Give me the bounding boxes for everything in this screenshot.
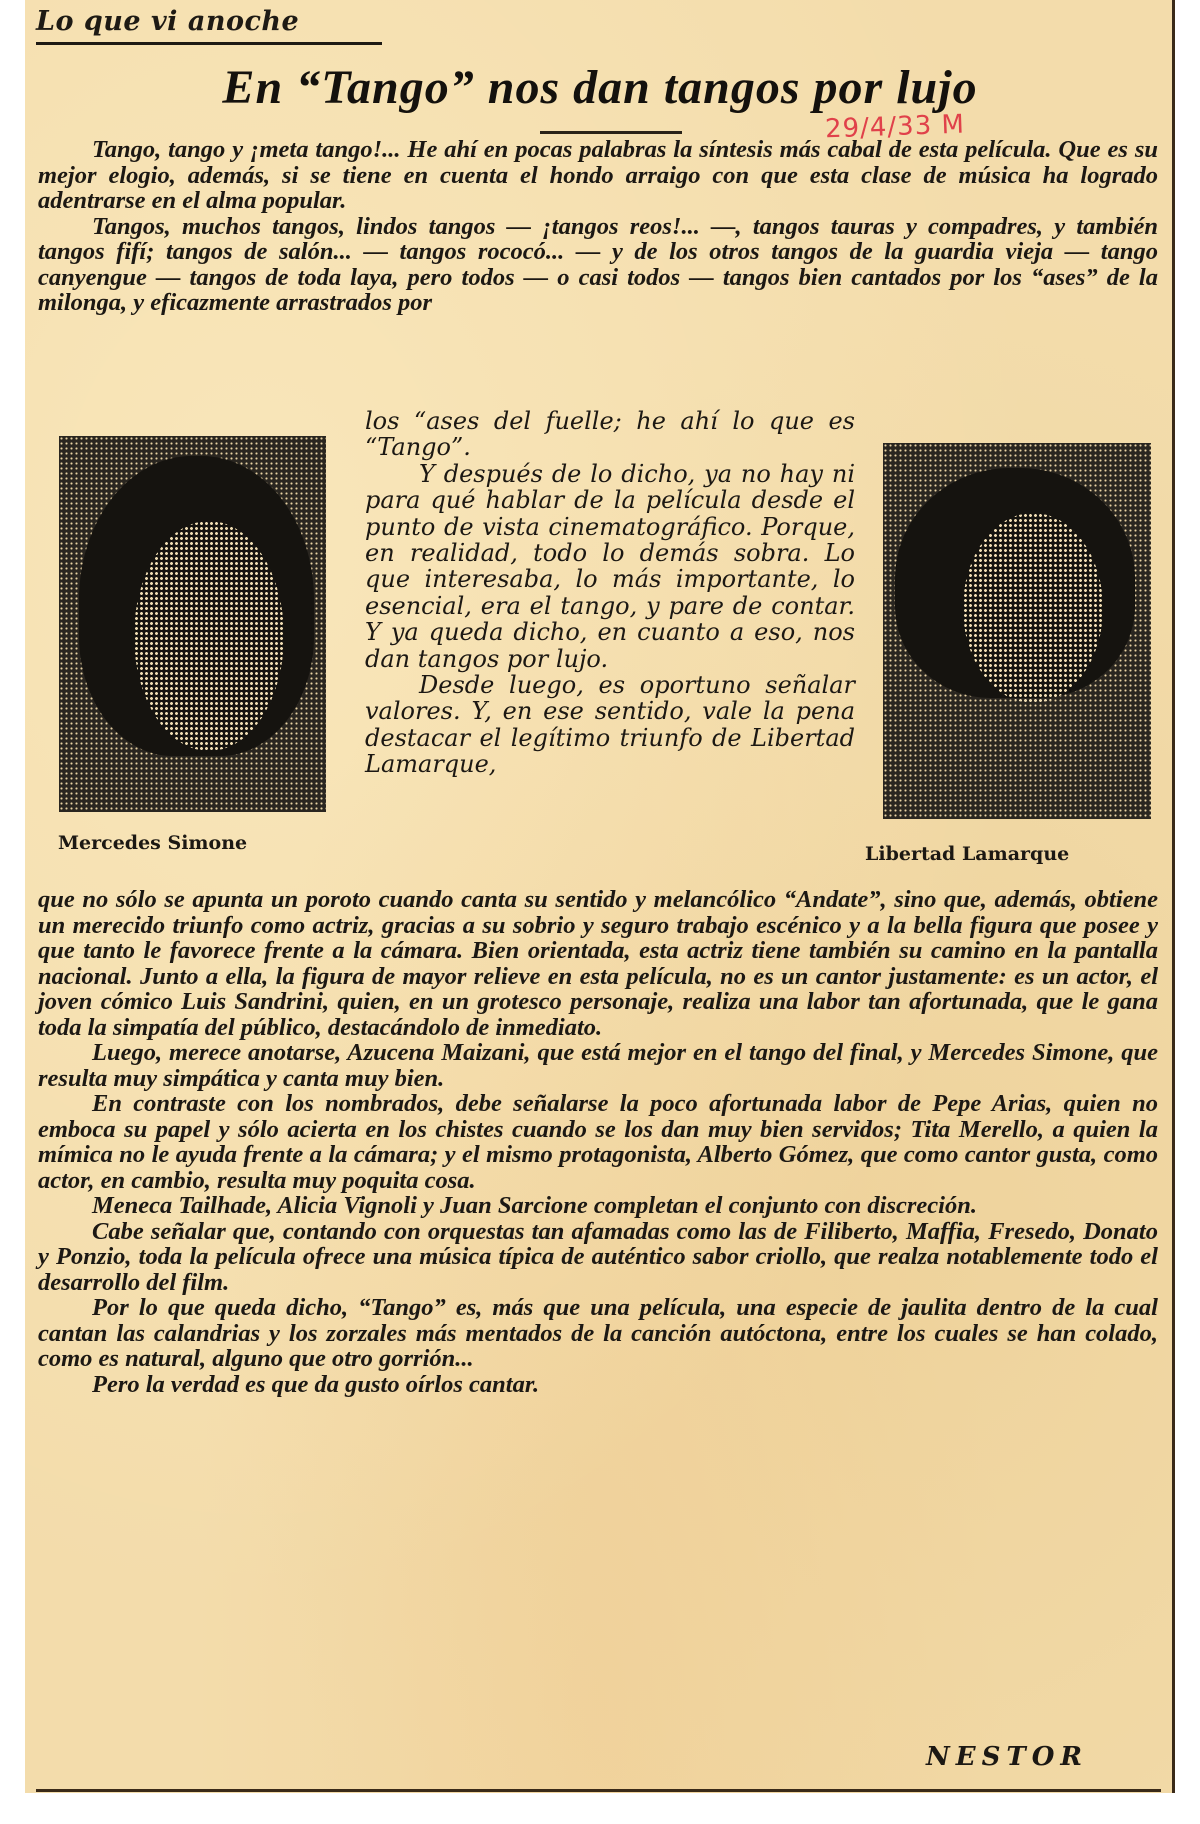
photo-caption-right: Libertad Lamarque	[865, 843, 1070, 865]
article-paragraph: Luego, merece anotarse, Azucena Maizani, que está mejor en el tango del final, y Mercedes Simone, que resulta muy simpática y canta muy bien.	[38, 1039, 1158, 1092]
article-body	[38, 887, 1158, 1397]
article-paragraph: Desde luego, es oportuno señalar valores. Y, en ese sentido, vale la pena destacar el legítimo triunfo de Libertad Lamarque,	[365, 671, 855, 779]
section-label: Lo que vi anoche	[36, 6, 300, 37]
article-paragraph: Por lo que queda dicho, “Tango” es, más que una película, una especie de jaulita dentro de la cual cantan las calandrias y los zorzales más mentados de la canción autóctona, entre los cuales se han colado, como es natural, alguno que otro gorrión...	[38, 1294, 1158, 1372]
article-paragraph: Tangos, muchos tangos, lindos tangos — ¡tangos reos!... —, tangos tauras y compadres, y también tangos fifí; tangos de salón... — tangos rococó... — y de los otros tangos de la guardia vieja — tango canyengue — tangos de toda laya, pero todos — o casi todos — tangos bien cantados por los “ases” de la milonga, y eficazmente arrastrados por	[38, 212, 1158, 316]
photo-mercedes-simone	[59, 436, 326, 812]
portrait-face-shape	[134, 521, 284, 751]
headline-divider	[540, 131, 682, 134]
section-label-underline	[36, 42, 382, 45]
article-middle-column	[365, 408, 855, 778]
article-intro	[38, 137, 1158, 316]
article-paragraph: En contraste con los nombrados, debe señalarse la poco afortunada labor de Pepe Arias, quien no emboca su papel y sólo acierta en los chistes cuando se los dan muy bien servidos; Tita Merello, a quien la mímica no le ayuda frente a la cámara; y el mismo protagonista, Alberto Gómez, que como cantor gusta, como actor, en cambio, resulta muy poquita cosa.	[38, 1090, 1158, 1194]
author-signature: NESTOR	[926, 1742, 1088, 1772]
portrait-face-shape	[963, 513, 1103, 703]
article-paragraph: Pero la verdad es que da gusto oírlos cantar.	[92, 1370, 540, 1398]
handwritten-date-annotation: 29/4/33 M	[824, 109, 966, 145]
article-paragraph: Y después de lo dicho, ya no hay ni para qué hablar de la película desde el punto de vista cinematográfico. Porque, en realidad, todo lo demás sobra. Lo que interesaba, lo más importante, lo esencial, era el tango, y pare de contar. Y ya queda dicho, en cuanto a eso, nos dan tangos por lujo.	[365, 459, 855, 673]
article-paragraph: que no sólo se apunta un poroto cuando canta su sentido y melancólico “Andate”, sino que, además, obtiene un merecido triunfo como actriz, gracias a su sobrio y seguro trabajo escénico y a la bella figura que posee y que tanto le favorece frente a la cámara. Bien orientada, esta actriz tiene también su camino en la pantalla nacional. Junto a ella, la figura de mayor relieve en esta película, no es un cantor justamente: es un actor, el joven cómico Luis Sandrini, quien, en un grotesco personaje, realiza una labor tan afortunada, que le gana toda la simpatía del público, destacándolo de inmediato.	[38, 886, 1158, 1041]
headline: En “Tango” nos dan tangos por lujo	[222, 61, 978, 114]
photo-caption-left: Mercedes Simone	[58, 832, 248, 854]
article-paragraph: Cabe señalar que, contando con orquestas tan afamadas como las de Filiberto, Maffia, Fresedo, Donato y Ponzio, toda la película ofrece una música típica de auténtico sabor criollo, que realza notablemente todo el desarrollo del film.	[38, 1217, 1158, 1296]
bottom-border-rule	[36, 1789, 1161, 1792]
article-paragraph: Meneca Tailhade, Alicia Vignoli y Juan Sarcione completan el conjunto con discreción.	[92, 1192, 977, 1219]
article-paragraph: Tango, tango y ¡meta tango!... He ahí en pocas palabras la síntesis más cabal de esta película. Que es su mejor elogio, además, si se tiene en cuenta el hondo arraigo con que esta clase de música ha logrado adentrarse en el alma popular.	[38, 136, 1158, 214]
article-paragraph: los “ases del fuelle; he ahí lo que es “Tango”.	[365, 407, 855, 462]
photo-libertad-lamarque	[883, 443, 1151, 819]
